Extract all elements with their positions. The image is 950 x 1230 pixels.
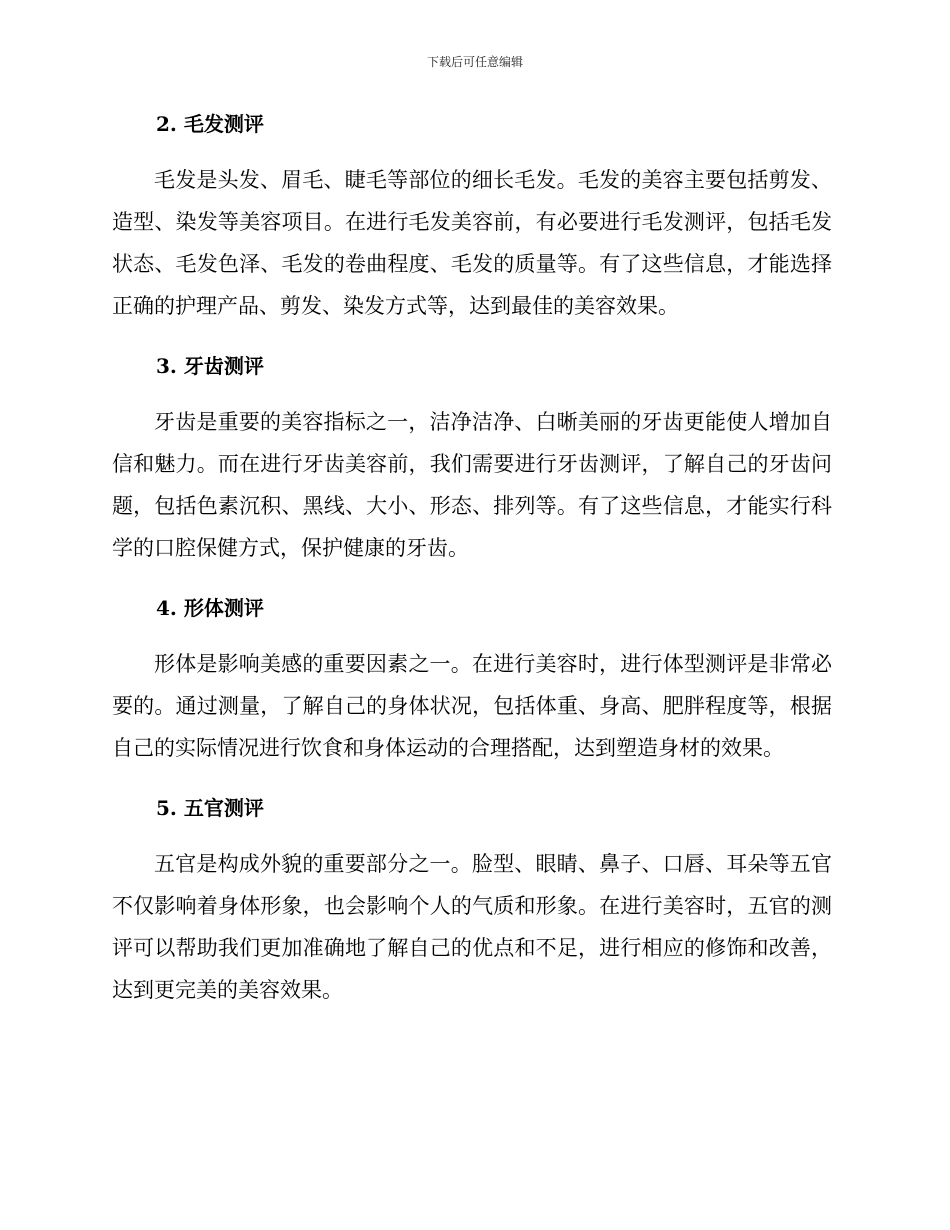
- section-facial-features: [112, 792, 832, 1011]
- section-paragraph: 五官是构成外貌的重要部分之一。脸型、眼睛、鼻子、口唇、耳朵等五官不仅影响着身体形象，也会影响个人的气质和形象。在进行美容时，五官的测评可以帮助我们更加准确地了解自己的优点和不足，进行相应的修饰和改善，达到更完美的美容效果。: [112, 852, 832, 1002]
- section-heading: 4. 形体测评: [156, 596, 264, 620]
- section-body-shape: [112, 592, 832, 769]
- section-paragraph: 毛发是头发、眉毛、睫毛等部位的细长毛发。毛发的美容主要包括剪发、造型、染发等美容项目。在进行毛发美容前，有必要进行毛发测评，包括毛发状态、毛发色泽、毛发的卷曲程度、毛发的质量等。有了这些信息，才能选择正确的护理产品、剪发、染发方式等，达到最佳的美容效果。: [112, 168, 832, 318]
- section-hair: [112, 108, 832, 327]
- section-teeth: [112, 350, 832, 569]
- section-heading: 2. 毛发测评: [156, 112, 264, 136]
- section-paragraph: 形体是影响美感的重要因素之一。在进行美容时，进行体型测评是非常必要的。通过测量，了解自己的身体状况，包括体重、身高、肥胖程度等，根据自己的实际情况进行饮食和身体运动的合理搭配，达到塑造身材的效果。: [112, 652, 832, 760]
- section-heading: 3. 牙齿测评: [156, 354, 264, 378]
- page-header: 下载后可任意编辑: [426, 55, 523, 69]
- document-body: [112, 108, 832, 1034]
- section-paragraph: 牙齿是重要的美容指标之一，洁净洁净、白晰美丽的牙齿更能使人增加自信和魅力。而在进行牙齿美容前，我们需要进行牙齿测评，了解自己的牙齿问题，包括色素沉积、黑线、大小、形态、排列等。有了这些信息，才能实行科学的口腔保健方式，保护健康的牙齿。: [112, 410, 832, 560]
- section-heading: 5. 五官测评: [156, 796, 264, 820]
